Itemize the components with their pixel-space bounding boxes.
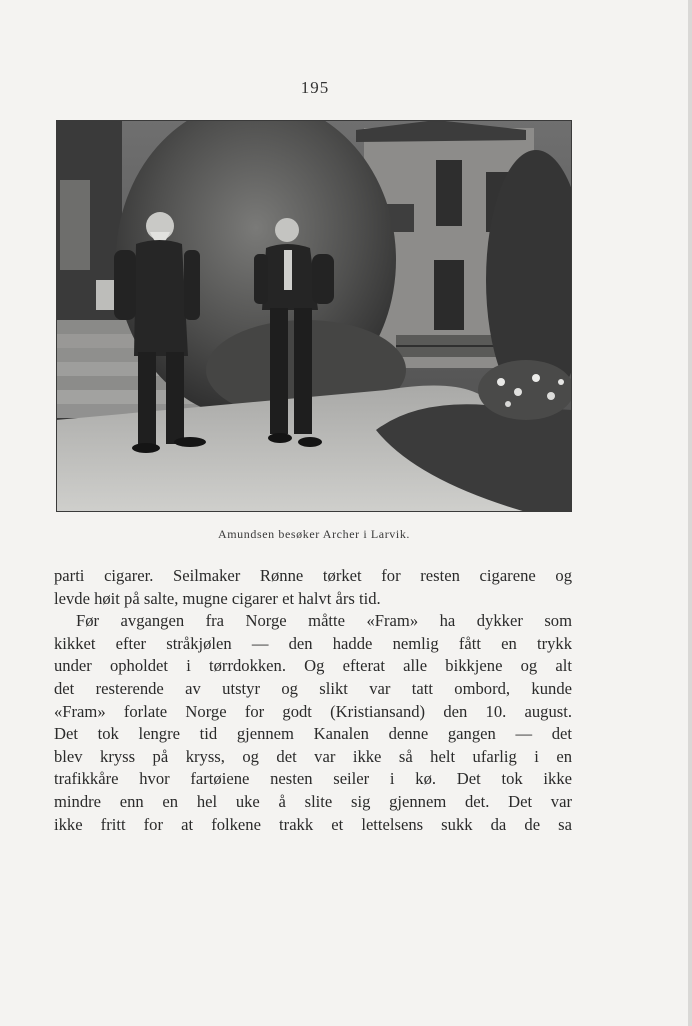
text-line: parti cigarer. Seilmaker Rønne tørket for resten cigarene og (54, 566, 572, 585)
text-line: Det tok lengre tid gjennem Kanalen denne gangen — det (54, 724, 572, 744)
text-line: «Fram» forlate Norge for godt (Kristiansand) den 10. august. (54, 701, 572, 721)
text-line: levde høit på salte, mugne cigarer et halvt års tid. (54, 588, 381, 608)
photo-caption: Amundsen besøker Archer i Larvik. (217, 527, 411, 541)
text-line: ikke fritt for at folkene trakk et lettelsens sukk da de sa (54, 814, 572, 834)
text-line: trafikkåre hvor fartøiene nesten seiler i kø. Det tok ikke (54, 769, 572, 789)
text-line: mindre enn en hel uke å slite sig gjennem det. Det var (54, 791, 572, 811)
page-edge (688, 0, 692, 1026)
text-line: Før avgangen fra Norge måtte «Fram» ha dykker som (76, 611, 572, 631)
body-text (54, 565, 572, 836)
photograph (56, 120, 572, 512)
page-number: 195 (300, 78, 330, 97)
text-line: blev kryss på kryss, og det var ikke så helt ufarlig i en (54, 746, 572, 766)
text-line: kikket efter stråkjølen — den hadde nemlig fått en trykk (54, 633, 572, 653)
text-line: under opholdet i tørrdokken. Og efterat alle bikkjene og alt (54, 656, 572, 676)
text-line: det resterende av utstyr og slikt var tatt ombord, kunde (54, 678, 572, 698)
